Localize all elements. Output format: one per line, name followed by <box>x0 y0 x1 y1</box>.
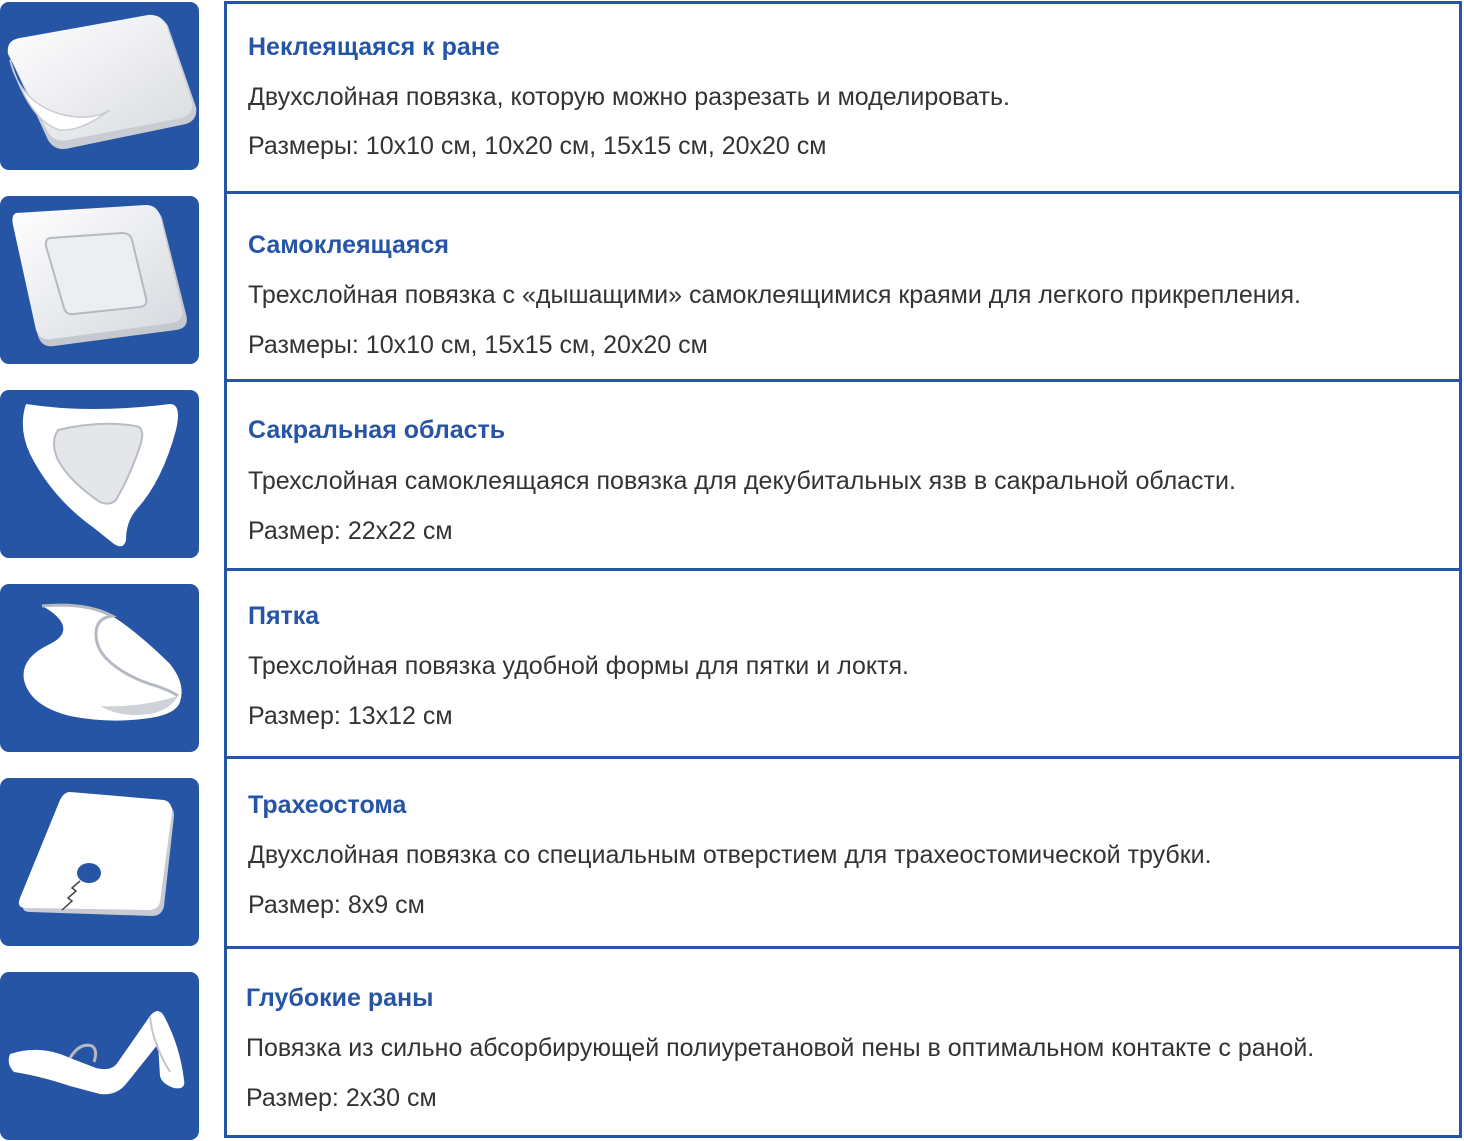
product-description: Повязка из сильно абсорбирующей полиуретановой пены в оптимальном контакте с раной. <box>246 1034 1315 1062</box>
product-sizes: Размеры: 10х10 см, 15х15 см, 20х20 см <box>248 331 708 359</box>
product-description: Двухслойная повязка, которую можно разрезать и моделировать. <box>248 83 1010 111</box>
product-title: Сакральная область <box>248 416 506 444</box>
table-row <box>227 568 1459 758</box>
product-sizes: Размер: 13х12 см <box>248 702 453 730</box>
product-description: Трехслойная самоклеящаяся повязка для декубитальных язв в сакральной области. <box>248 467 1236 495</box>
adhesive-dressing-icon <box>0 196 199 364</box>
product-title: Неклеящаяся к ране <box>248 33 500 61</box>
table-row <box>227 4 1459 194</box>
products-table <box>224 1 1462 1138</box>
product-description: Двухслойная повязка со специальным отверстием для трахеостомической трубки. <box>248 841 1212 869</box>
product-title: Трахеостома <box>248 791 407 819</box>
product-description: Трехслойная повязка удобной формы для пятки и локтя. <box>248 652 909 680</box>
table-row <box>227 946 1459 1138</box>
product-title: Самоклеящаяся <box>248 231 449 259</box>
product-sizes: Размер: 8х9 см <box>248 891 425 919</box>
product-sizes: Размеры: 10х10 см, 10х20 см, 15х15 см, 20х20 см <box>248 132 827 160</box>
product-sizes: Размер: 22х22 см <box>248 517 453 545</box>
product-title: Пятка <box>248 602 320 630</box>
tracheostomy-dressing-icon <box>0 778 199 946</box>
flat-dressing-icon <box>0 2 199 170</box>
table-row <box>227 191 1459 382</box>
table-row <box>227 756 1459 947</box>
product-sizes: Размер: 2х30 см <box>246 1084 437 1112</box>
cavity-strip-icon <box>0 972 199 1140</box>
heel-dressing-icon <box>0 584 199 752</box>
table-row <box>227 379 1459 570</box>
product-title: Глубокие раны <box>246 984 434 1012</box>
sacral-dressing-icon <box>0 390 199 558</box>
product-description: Трехслойная повязка с «дышащими» самоклеящимися краями для легкого прикрепления. <box>248 281 1301 309</box>
